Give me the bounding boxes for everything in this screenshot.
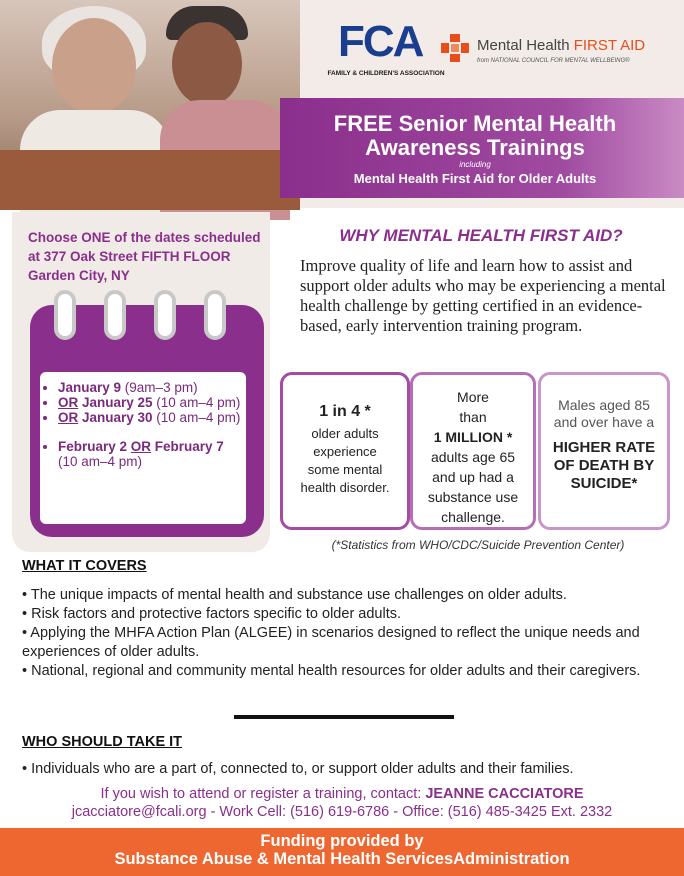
mhfa-logo-title: Mental Health FIRST AID bbox=[477, 37, 646, 54]
contact-details[interactable]: jcacciatore@fcali.org - Work Cell: (516) 619-6786 - Office: (516) 485-3425 Ext. 2332 bbox=[71, 804, 613, 820]
date-item: • OR January 30 (10 am–4 pm) bbox=[58, 410, 242, 425]
banner-subtitle: Mental Health First Aid for Older Adults bbox=[353, 171, 597, 186]
why-paragraph: Improve quality of life and learn how to assist and support older adults who may be experiencing a mental health challenge by getting certified in an evidence-based, early intervention training program. bbox=[300, 256, 666, 335]
stats-footnote: (*Statistics from WHO/CDC/Suicide Prevention Center) bbox=[331, 538, 625, 552]
stat-prefix: Males aged 85 and over have a bbox=[553, 397, 655, 430]
contact-line: If you wish to attend or register a training, contact: JEANNE CACCIATORE bbox=[100, 786, 584, 802]
stat-prefix: More than bbox=[457, 389, 489, 425]
why-heading: WHY MENTAL HEALTH FIRST AID? bbox=[339, 226, 623, 245]
stat-box bbox=[410, 372, 536, 530]
list-item: • Applying the MHFA Action Plan (ALGEE) in scenarios designed to reflect the unique needs and experiences of older adults. bbox=[22, 625, 640, 660]
mhfa-cross-icon bbox=[441, 34, 469, 62]
date-item: • January 9 (9am–3 pm) bbox=[58, 380, 242, 395]
section-divider bbox=[234, 715, 454, 719]
stat-text: adults age 65 and up had a substance use challenge. bbox=[427, 449, 519, 525]
banner-title: FREE Senior Mental Health Awareness Trainings bbox=[333, 111, 617, 160]
funding-line-1: Funding provided by bbox=[260, 832, 424, 850]
calendar-ring-icon bbox=[104, 290, 126, 340]
seniors-photo bbox=[0, 0, 300, 208]
fca-logo-letters: FCA bbox=[338, 17, 423, 66]
date-item: • OR January 25 (10 am–4 pm) bbox=[58, 395, 242, 410]
stat-box bbox=[538, 372, 670, 530]
contact-name: JEANNE CACCIATORE bbox=[425, 786, 584, 802]
list-item: • Individuals who are a part of, connected to, or support older adults and their families. bbox=[22, 761, 574, 777]
stat-box bbox=[280, 372, 410, 530]
who-list bbox=[22, 760, 662, 779]
list-item: • National, regional and community mental health resources for older adults and their caregivers. bbox=[22, 663, 641, 679]
covers-heading: WHAT IT COVERS bbox=[22, 558, 147, 574]
calendar-ring-icon bbox=[204, 290, 226, 340]
stat-value: 1 MILLION * bbox=[433, 429, 513, 445]
stat-value: HIGHER RATE OF DEATH BY SUICIDE* bbox=[552, 439, 656, 492]
list-item: • Risk factors and protective factors specific to older adults. bbox=[22, 606, 402, 622]
dates-list bbox=[46, 380, 242, 469]
list-item: • The unique impacts of mental health and substance use challenges on older adults. bbox=[22, 587, 567, 603]
funding-line-2: Substance Abuse & Mental Health ServicesAdministration bbox=[114, 850, 570, 868]
fca-logo-subtitle: FAMILY & CHILDREN'S ASSOCIATION bbox=[327, 70, 445, 77]
calendar-ring-icon bbox=[54, 290, 76, 340]
covers-list bbox=[22, 586, 662, 681]
stat-text: older adults experience some mental health disorder. bbox=[300, 426, 390, 495]
who-heading: WHO SHOULD TAKE IT bbox=[22, 734, 183, 750]
mhfa-logo-subtitle: from NATIONAL COUNCIL FOR MENTAL WELLBEING® bbox=[477, 58, 630, 64]
stat-value: 1 in 4 * bbox=[319, 403, 371, 420]
date-item: • February 2 OR February 7 (10 am–4 pm) bbox=[58, 439, 242, 469]
banner-including: including bbox=[459, 160, 491, 169]
dates-intro: Choose ONE of the dates scheduled at 377 Oak Street FIFTH FLOOR Garden City, NY bbox=[28, 230, 261, 283]
calendar-ring-icon bbox=[154, 290, 176, 340]
